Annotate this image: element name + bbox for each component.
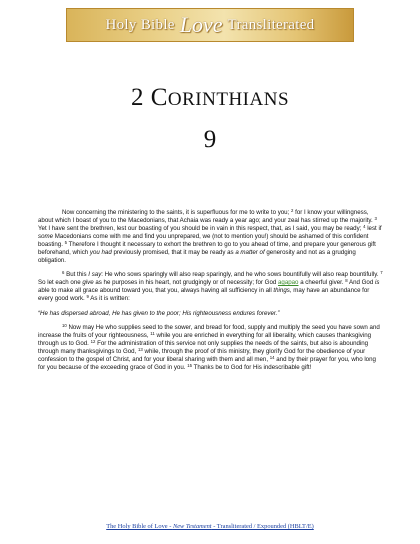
banner-text-holy-bible: Holy Bible	[105, 16, 175, 33]
book-numeral: 2	[130, 84, 144, 111]
page-footer[interactable]: The Holy Bible of Love - New Testament - Transliterated / Expounded (HBLT/E)	[106, 523, 314, 530]
paragraph-4: $^{10}$ Now may He who supplies seed to the sower, and bread for food, supply and multiply the seed you have sown and increase the fruits of your righteousness, $^{11}$ while you are enriched in everything for all liberality, which causes thanksgiving through us to God. $^{12}$ For the administration of this service not only supplies the needs of the saints, but also is abounding through many thanksgivings to God, $^{13}$ while, through the proof of this ministry, they glorify God for the obedience of your confession to the gospel of Christ, and for your liberal sharing with them and all men, $^{14}$ and by their prayer for you, who long for you because of the exceeding grace of God in you. $^{15}$ Thanks be to God for His indescribable gift!	[38, 322, 380, 371]
verse-number: 2	[291, 208, 294, 213]
verse-number: 5	[64, 240, 68, 246]
paragraph-1: Now concerning the ministering to the saints, it is superfluous for me to write to you; $^2$ for I know your willingness, about which I boast of you to the Macedonians, that Achaia was ready a year ago; and your zeal has stirred up the majority. $^3$ Yet I have sent the brethren, lest our boasting of you should be in vain in this respect, that, as I said, you may be ready; $^4$ lest if some Macedonians come with me and find you unprepared, we (not to mention you!) should be ashamed of this confident boasting. $^5$ Therefore I thought it necessary to exhort the brethren to go to you ahead of time, and prepare your generous gift beforehand, which you had previously promised, that it may be ready as a matter of generosity and not as a grudging obligation.	[38, 208, 382, 265]
verse-number: 12	[90, 338, 96, 344]
banner-text-transliterated: Transliterated	[227, 16, 315, 33]
verse-number: 9	[86, 294, 89, 300]
verse-number: 14	[269, 354, 275, 360]
book-name-initial: C	[150, 84, 168, 111]
paragraph-2: $^6$ But this I say: He who sows sparingly will also reap sparingly, and he who sows bountifully will also reap bountifully. $^7$ So let each one give as he purposes in his heart, not grudgingly or of necessity; for God agapao a cheerful giver. $^8$ And God is able to make all grace abound toward you, that you, always having all sufficiency in all things, may have an abundance for every good work. $^9$ As it is written:	[38, 270, 383, 303]
book-title	[0, 84, 420, 112]
verse-number: 10	[62, 322, 67, 328]
verse-number: 3	[374, 216, 377, 222]
scripture-text	[38, 209, 384, 378]
verse-number: 6	[62, 270, 65, 276]
verse-number: 15	[187, 362, 192, 368]
verse-number: 4	[363, 224, 366, 230]
book-name-rest: ORINTHIANS	[167, 89, 290, 110]
banner-text-love: Love	[179, 12, 223, 37]
chapter-number: 9	[203, 126, 217, 153]
verse-number: 11	[150, 330, 155, 336]
agapao-link[interactable]: agapao	[277, 279, 299, 287]
paragraph-3-quote: “He has dispersed abroad, He has given to the poor; His righteousness endures forever.”	[38, 309, 280, 317]
header-banner	[66, 8, 354, 42]
verse-number: 8	[345, 278, 348, 284]
verse-number: 7	[380, 270, 383, 276]
verse-number: 13	[138, 346, 143, 352]
